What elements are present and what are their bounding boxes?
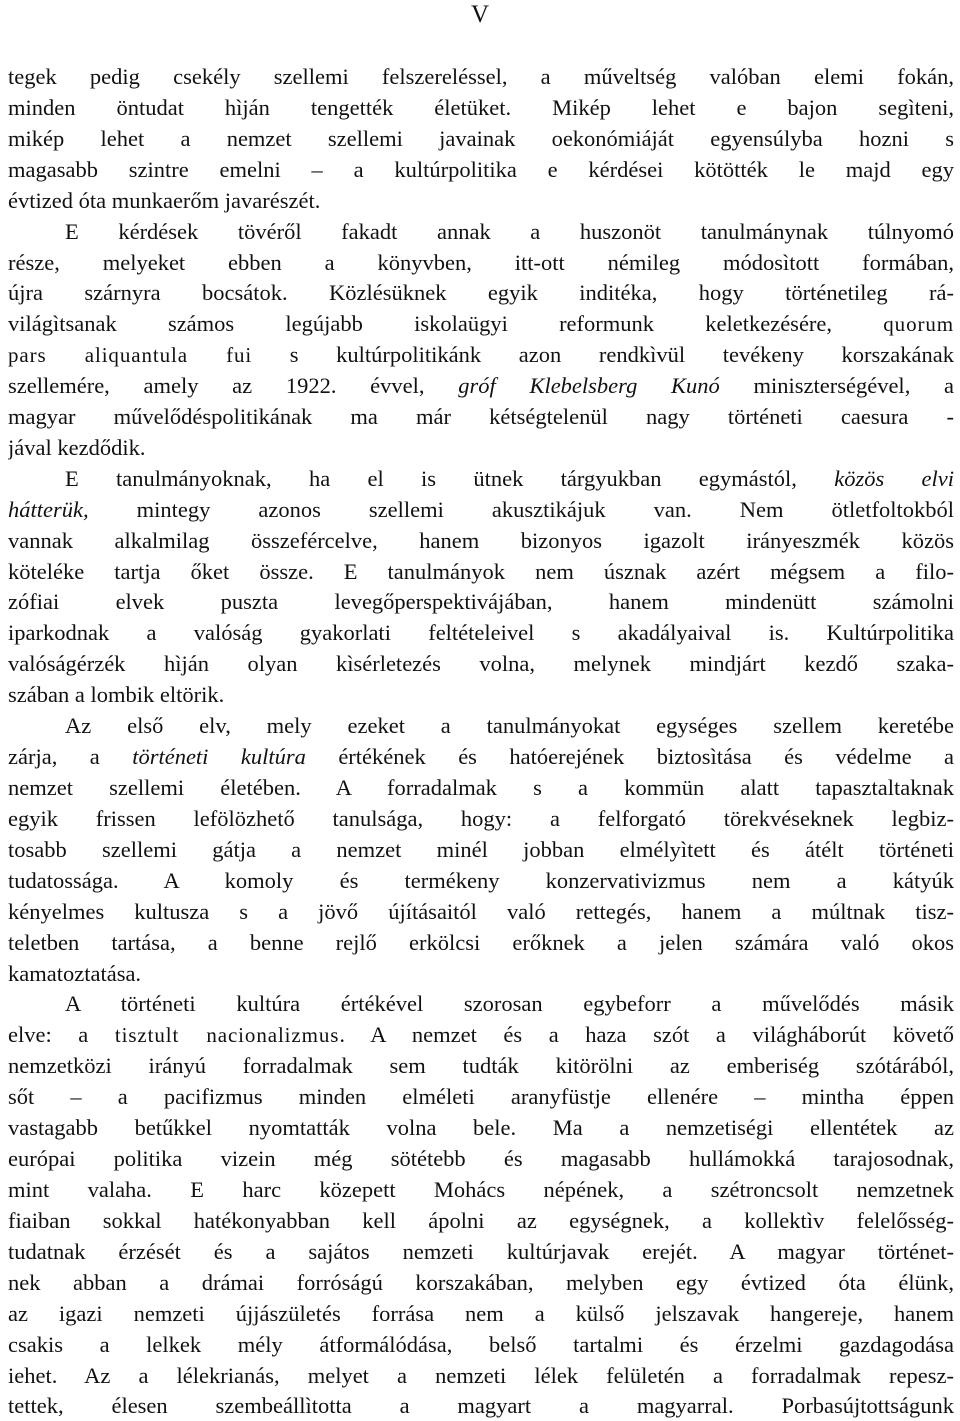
text-line: [8, 927, 954, 958]
text-line: [8, 463, 954, 494]
text-line: [8, 1143, 954, 1174]
text-segment: magyar művelődéspolitikának ma már kétségtelenül nagy történeti caesura -: [8, 404, 954, 429]
spaced-text: quorum: [883, 312, 954, 336]
spaced-text: tisztult nacionalizmus: [114, 1023, 340, 1047]
text-segment: vastagabb betűkkel nyomtatták volna bele. Ma a nemzetiségi ellentétek az: [8, 1115, 954, 1140]
text-line: [8, 154, 954, 185]
text-line: [8, 432, 954, 463]
italic-text: gróf Klebelsberg Kunó: [458, 373, 720, 398]
text-line: [8, 1298, 954, 1329]
text-segment: zárja, a: [8, 744, 133, 769]
text-segment: újra szárnyra bocsátok. Közlésüknek egyik inditéka, hogy történetileg rá-: [8, 280, 954, 305]
text-segment: minden öntudat hìján tengették életüket. Mikép lehet e bajon segìteni,: [8, 95, 954, 120]
text-line: [8, 586, 954, 617]
text-line: [8, 1050, 954, 1081]
page-number: V: [470, 1, 490, 28]
text-segment: iehet. Az a lélekrianás, melyet a nemzeti lélek felületén a forradalmak repesz-: [8, 1363, 954, 1388]
text-segment: sőt – a pacifizmus minden elméleti aranyfüstje ellenére – mintha éppen: [8, 1084, 954, 1109]
text-segment: miniszterségével, a: [719, 373, 954, 398]
text-segment: nemzet szellemi életében. A forradalmak s a kommün alatt tapasztaltaknak: [8, 775, 954, 800]
text-line: [8, 772, 954, 803]
text-segment: európai politika vizein még sötétebb és magasabb hullámokká tarajosodnak,: [8, 1146, 954, 1171]
text-line: [8, 1174, 954, 1205]
text-segment: vannak alkalmilag összefércelve, hanem bizonyos igazolt irányeszmék közös: [8, 528, 954, 553]
text-segment: A történeti kultúra értékével szorosan egybeforr a művelődés másik: [65, 991, 954, 1016]
text-segment: mintegy azonos szellemi akusztikájuk van. Nem ötletfoltokból: [88, 497, 954, 522]
text-line: [8, 1236, 954, 1267]
text-line: [8, 1112, 954, 1143]
text-line: [8, 525, 954, 556]
text-segment: kényelmes kultusza s a jövő újításaitól való rettegés, hanem a múltnak tisz-: [8, 899, 954, 924]
text-line: [8, 370, 954, 401]
text-line: [8, 494, 954, 525]
text-segment: évtized óta munkaerőm javarészét.: [8, 188, 321, 213]
text-segment: kamatoztatása.: [8, 961, 142, 986]
text-line: [8, 216, 954, 247]
text-line: [8, 617, 954, 648]
text-segment: csakis a lelkek mély átformálódása, belső tartalmi és érzelmi gazdagodása: [8, 1332, 954, 1357]
text-line: [8, 679, 954, 710]
text-line: [8, 401, 954, 432]
text-segment: az igazi nemzeti újjászületés forrása nem a külső jelszavak hangereje, hanem: [8, 1301, 954, 1326]
text-segment: jával kezdődik.: [8, 435, 146, 460]
text-segment: tudatossága. A komoly és termékeny konzervativizmus nem a kátyúk: [8, 868, 954, 893]
text-line: [8, 61, 954, 92]
text-segment: fiaiban sokkal hatékonyabban kell ápolni az egységnek, a kollektìv felelősség-: [8, 1208, 954, 1233]
text-segment: iparkodnak a valóság gyakorlati feltételeivel s akadályaival is. Kultúrpolitika: [8, 620, 954, 645]
text-segment: E tanulmányoknak, ha el is ütnek tárgyukban egymástól,: [65, 466, 835, 491]
text-line: [8, 123, 954, 154]
text-line: [8, 803, 954, 834]
text-segment: része, melyeket ebben a könyvben, itt-ott némileg módosìtott formában,: [8, 250, 954, 275]
text-segment: . A nemzet és a haza szót a világháborút követő: [339, 1022, 954, 1047]
text-line: [8, 1081, 954, 1112]
text-line: [8, 865, 954, 896]
text-line: [8, 1205, 954, 1236]
text-line: [8, 958, 954, 989]
text-line: [8, 710, 954, 741]
text-line: [8, 1267, 954, 1298]
text-line: [8, 308, 954, 339]
text-line: [8, 648, 954, 679]
text-line: [8, 277, 954, 308]
text-line: [8, 1019, 954, 1050]
text-line: [8, 1329, 954, 1360]
text-segment: E kérdések tövéről fakadt annak a huszonöt tanulmánynak túlnyomó: [65, 219, 954, 244]
text-segment: s kultúrpolitikánk azon rendkìvül tevékeny korszakának: [252, 342, 954, 367]
text-segment: mint valaha. E harc közepett Mohács népének, a szétroncsolt nemzetnek: [8, 1177, 954, 1202]
spaced-text: pars aliquantula fui: [8, 343, 253, 367]
text-segment: értékének és hatóerejének biztosìtása és védelme a: [305, 744, 954, 769]
italic-text: hátterük,: [8, 497, 89, 522]
text-line: [8, 247, 954, 278]
text-segment: mikép lehet a nemzet szellemi javainak oekonómiáját egyensúlyba hozni s: [8, 126, 954, 151]
text-segment: nek abban a drámai forróságú korszakában, melyben egy évtized óta élünk,: [8, 1270, 954, 1295]
text-line: [8, 1360, 954, 1391]
text-segment: Az első elv, mely ezeket a tanulmányokat egységes szellem keretébe: [65, 713, 954, 738]
text-segment: tettek, élesen szembeállìtotta a magyart a magyarral. Porbasújtottságunk: [8, 1393, 954, 1418]
text-line: [8, 185, 954, 216]
text-line: [8, 741, 954, 772]
text-line: [8, 556, 954, 587]
text-line: [8, 1390, 954, 1421]
italic-text: közös elvi: [834, 466, 954, 491]
text-segment: elve: a: [8, 1022, 115, 1047]
text-segment: valóságérzék hìján olyan kìsérletezés volna, melynek mindjárt kezdő szaka-: [8, 651, 954, 676]
text-segment: egyik frissen lefölözhető tanulsága, hogy: a felforgató törekvéseknek legbiz-: [8, 806, 954, 831]
text-segment: szában a lombik eltörik.: [8, 682, 225, 707]
text-line: [8, 834, 954, 865]
text-segment: teletben tartása, a benne rejlő erkölcsi erőknek a jelen számára való okos: [8, 930, 954, 955]
text-segment: zófiai elvek puszta levegőperspektivájában, hanem mindenütt számolni: [8, 589, 954, 614]
text-line: [8, 339, 954, 370]
text-segment: köteléke tartja őket össze. E tanulmányok nem úsznak azért mégsem a filo-: [8, 559, 954, 584]
text-segment: tudatnak érzését és a sajátos nemzeti kultúrjavak erejét. A magyar történet-: [8, 1239, 954, 1264]
text-segment: tegek pedig csekély szellemi felszereléssel, a műveltség valóban elemi fokán,: [8, 64, 954, 89]
text-segment: nemzetközi irányú forradalmak sem tudták kitörölni az emberiség szótárából,: [8, 1053, 954, 1078]
text-segment: szellemére, amely az 1922. évvel,: [8, 373, 459, 398]
text-line: [8, 988, 954, 1019]
text-line: [8, 896, 954, 927]
text-line: [8, 92, 954, 123]
text-segment: magasabb szintre emelni – a kultúrpolitika e kérdései kötötték le majd egy: [8, 157, 954, 182]
text-segment: világìtsanak számos legújabb iskolaügyi reformunk keletkezésére,: [8, 311, 884, 336]
text-segment: tosabb szellemi gátja a nemzet minél jobban elmélyìtett és átélt történeti: [8, 837, 954, 862]
italic-text: történeti kultúra: [132, 744, 306, 769]
